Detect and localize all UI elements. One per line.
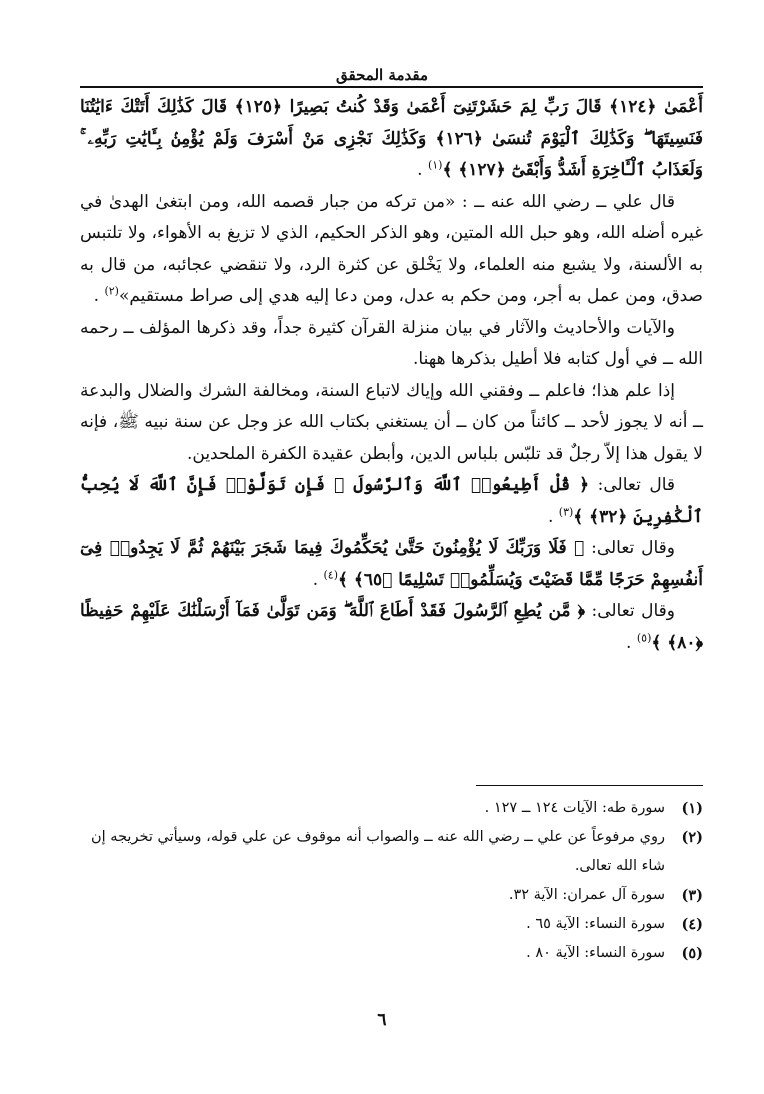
footnote-number: (٤): [681, 916, 703, 933]
paragraph-text: قال تعالى:: [589, 475, 675, 495]
footnote-item: [80, 939, 703, 968]
body-paragraph: [80, 596, 703, 659]
paragraph-text: .: [312, 569, 324, 590]
footnote-ref: (٤): [323, 567, 339, 581]
quran-verse: ﴿ قُلْ أَطِيعُوا۟ ٱللَّهَ وَٱلرَّسُولَ ۖ فَإِن تَوَلَّوْا۟ فَإِنَّ ٱللَّهَ لَا يُحِبُّ ٱلْكَٰفِرِينَ ﴿٣٢﴾ ﴾: [80, 475, 703, 527]
paragraph-text: .: [93, 286, 105, 306]
paragraph-text: .: [547, 506, 559, 527]
body-paragraph: [80, 92, 703, 187]
paragraph-text: .: [417, 160, 428, 180]
paragraph-text: والآيات والأحاديث والآثار في بيان منزلة القرآن كثيرة جداً، وقد ذكرها المؤلف ــ رحمه الله ــ في أول كتابه فلا أطيل بذكرها ههنا.: [80, 317, 703, 369]
paragraph-text: وقال تعالى:: [585, 601, 675, 621]
paragraph-text: إذا علم هذا؛ فاعلم ــ وفقني الله وإياك لاتباع السنة، ومخالفة الشرك والضلال والبدعة ــ أنه لا يجوز لأحد ــ كائناً من كان ــ أن يستغني بكتاب الله عز وجل عن سنة نبيه ﷺ، فإنه لا يقول هذا إلاّ رجلٌ قد تلبّس بلباس الدين، وأبطن عقيدة الكفرة الملحدين.: [80, 380, 703, 464]
footnote-number: (٥): [681, 945, 703, 962]
footnote-item: [80, 794, 703, 823]
body-paragraph: [80, 187, 703, 313]
paragraph-text: وقال تعالى:: [584, 538, 675, 558]
footnote-item: [80, 881, 703, 910]
main-text: [80, 92, 703, 659]
footnote-ref: (٥): [636, 630, 652, 644]
footnote-ref: (١): [427, 158, 443, 172]
quran-verse: ﴿ فَلَا وَرَبِّكَ لَا يُؤْمِنُونَ حَتَّىٰ يُحَكِّمُوكَ فِيمَا شَجَرَ بَيْنَهُمْ ثُمَّ لَا يَجِدُوا۟ فِىٓ أَنفُسِهِمْ حَرَجًا مِّمَّا قَضَيْتَ وَيُسَلِّمُوا۟ تَسْلِيمًا ﴿٦٥﴾ ﴾: [80, 538, 703, 590]
footnote-item: [80, 910, 703, 939]
header-rule: [80, 86, 703, 88]
paragraph-text: قال علي ــ رضي الله عنه ــ : «من تركه من جبار قصمه الله، ومن ابتغىٰ الهدىٰ في غيره أضله الله، وهو حبل الله المتين، وهو الذكر الحكيم، الذي لا تزيغ به الأهواء، ولا تلتبس به الألسنة، ولا يشبع منه العلماء، ولا يَخْلق عن كثرة الرد، ولا تنقضي عجائبه، من قال به صدق، ومن عمل به أجر، ومن حكم به عدل، ومن دعا إليه هدي إلى صراط مستقيم»: [80, 191, 703, 306]
quran-verse: أَعْمَىٰ ﴿١٢٤﴾ قَالَ رَبِّ لِمَ حَشَرْتَنِىٓ أَعْمَىٰ وَقَدْ كُنتُ بَصِيرًا ﴿١٢٥﴾ قَالَ كَذَٰلِكَ أَتَتْكَ ءَايَٰتُنَا فَنَسِيتَهَا ۖ وَكَذَٰلِكَ ٱلْيَوْمَ تُنسَىٰ ﴿١٢٦﴾ وَكَذَٰلِكَ نَجْزِى مَنْ أَسْرَفَ وَلَمْ يُؤْمِنۢ بِـَٔايَٰتِ رَبِّهِۦ ۚ وَلَعَذَابُ ٱلْـَٔاخِرَةِ أَشَدُّ وَأَبْقَىٰٓ ﴿١٢٧﴾ ﴾: [80, 97, 703, 180]
quran-verse: ﴿ مَّن يُطِعِ ٱلرَّسُولَ فَقَدْ أَطَاعَ ٱللَّهَ ۖ وَمَن تَوَلَّىٰ فَمَآ أَرْسَلْنَٰكَ عَلَيْهِمْ حَفِيظًا ﴿٨٠﴾ ﴾: [80, 601, 703, 653]
body-paragraph: [80, 470, 703, 533]
footnotes: [80, 794, 703, 968]
footnote-text: سورة طه: الآيات ١٢٤ ــ ١٢٧ .: [484, 800, 665, 816]
body-paragraph: [80, 313, 703, 376]
footnote-separator: [476, 785, 703, 786]
footnote-ref: (٢): [104, 284, 119, 298]
footnote-number: (٢): [681, 829, 703, 846]
body-paragraph: [80, 376, 703, 471]
footnote-number: (١): [681, 800, 703, 817]
footnote-item: [80, 823, 703, 881]
footnote-text: سورة آل عمران: الآية ٣٢.: [508, 887, 665, 903]
running-header-title: مقدمة المحقق: [336, 66, 428, 84]
footnote-number: (٣): [681, 887, 703, 904]
footnote-text: روي مرفوعاً عن علي ــ رضي الله عنه ــ والصواب أنه موقوف عن علي قوله، وسيأتي تخريجه إن شاء الله تعالى.: [91, 829, 665, 874]
paragraph-text: .: [626, 632, 637, 653]
page-number: ٦: [377, 1010, 387, 1030]
footnote-ref: (٣): [558, 504, 574, 518]
footnote-text: سورة النساء: الآية ٦٥ .: [526, 916, 665, 932]
footnote-text: سورة النساء: الآية ٨٠ .: [526, 945, 665, 961]
body-paragraph: [80, 533, 703, 596]
